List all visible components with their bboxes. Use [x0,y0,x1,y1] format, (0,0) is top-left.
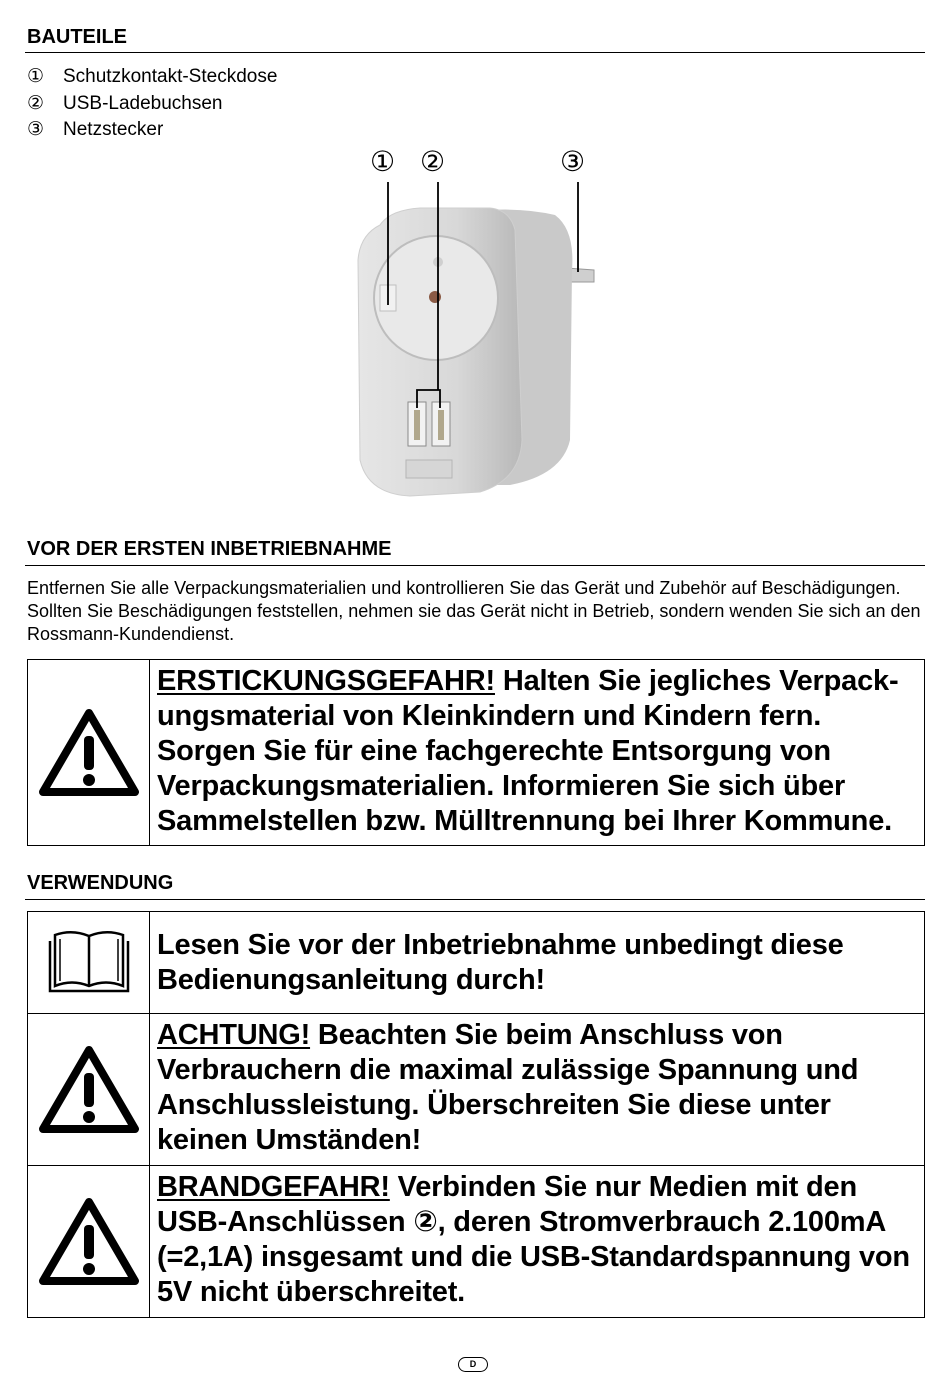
warning-triangle-icon [28,1166,150,1317]
warning-box-attention [27,1013,925,1166]
warning-text: ERSTICKUNGSGEFAHR! Halten Sie jegliches Verpack-ungsmaterial von Kleinkindern und Kindern fern. Sorgen Sie für eine fachgerechte Entsorgung von Verpackungsmaterialien. Informieren Sie sich über Sammelstellen bzw. Mülltrennung bei Ihrer Kommune. [157,665,899,837]
divider [25,899,925,900]
list-item: ① Schutzkontakt-Steckdose [27,66,278,87]
list-item: ② USB-Ladebuchsen [27,92,223,114]
before-use-paragraph: Entfernen Sie alle Verpackungsmaterialien und kontrollieren Sie das Gerät und Zubehör auf Beschädigungen. Sollten Sie Beschädigungen feststellen, nehmen sie das Gerät nicht in Betrieb, sondern wenden Sie sich an den Rossmann-Kundendienst. [27,578,921,644]
divider [25,565,925,566]
callout-3: ③ [560,146,586,177]
divider [25,52,925,53]
warning-box-suffocation [27,659,925,846]
callout-2: ② [420,146,446,177]
manual-book-icon [28,912,150,1013]
warning-triangle-icon [28,1014,150,1165]
warning-triangle-icon [28,660,150,845]
warning-box-fire [27,1165,925,1318]
warning-text: ACHTUNG! Beachten Sie beim Anschluss von Verbrauchern die maximal zulässige Spannung und Anschlussleistung. Überschreiten Sie diese unter keinen Umständen! [157,1019,859,1156]
info-box-manual [27,911,925,1014]
adapter-illustration [340,140,620,510]
section-title-usage: VERWENDUNG [27,872,174,894]
section-title-components: BAUTEILE [27,26,127,48]
socket-adapter-image [340,140,620,510]
list-item: ③ Netzstecker [27,119,164,140]
section-title-before-first-use: VOR DER ERSTEN INBETRIEBNAHME [27,538,392,560]
callout-1: ① [370,146,396,177]
warning-text: BRANDGEFAHR! Verbinden Sie nur Medien mit den USB-Anschlüssen ②, deren Stromverbrauch 2.100mA (=2,1A) insgesamt und die USB-Standardspannung von 5V nicht überschreitet. [157,1171,910,1308]
info-text: Lesen Sie vor der Inbetriebnahme unbedingt diese Bedienungsanleitung durch! [157,929,844,996]
parts-list [27,64,277,144]
page-language-badge: D [458,1357,488,1372]
